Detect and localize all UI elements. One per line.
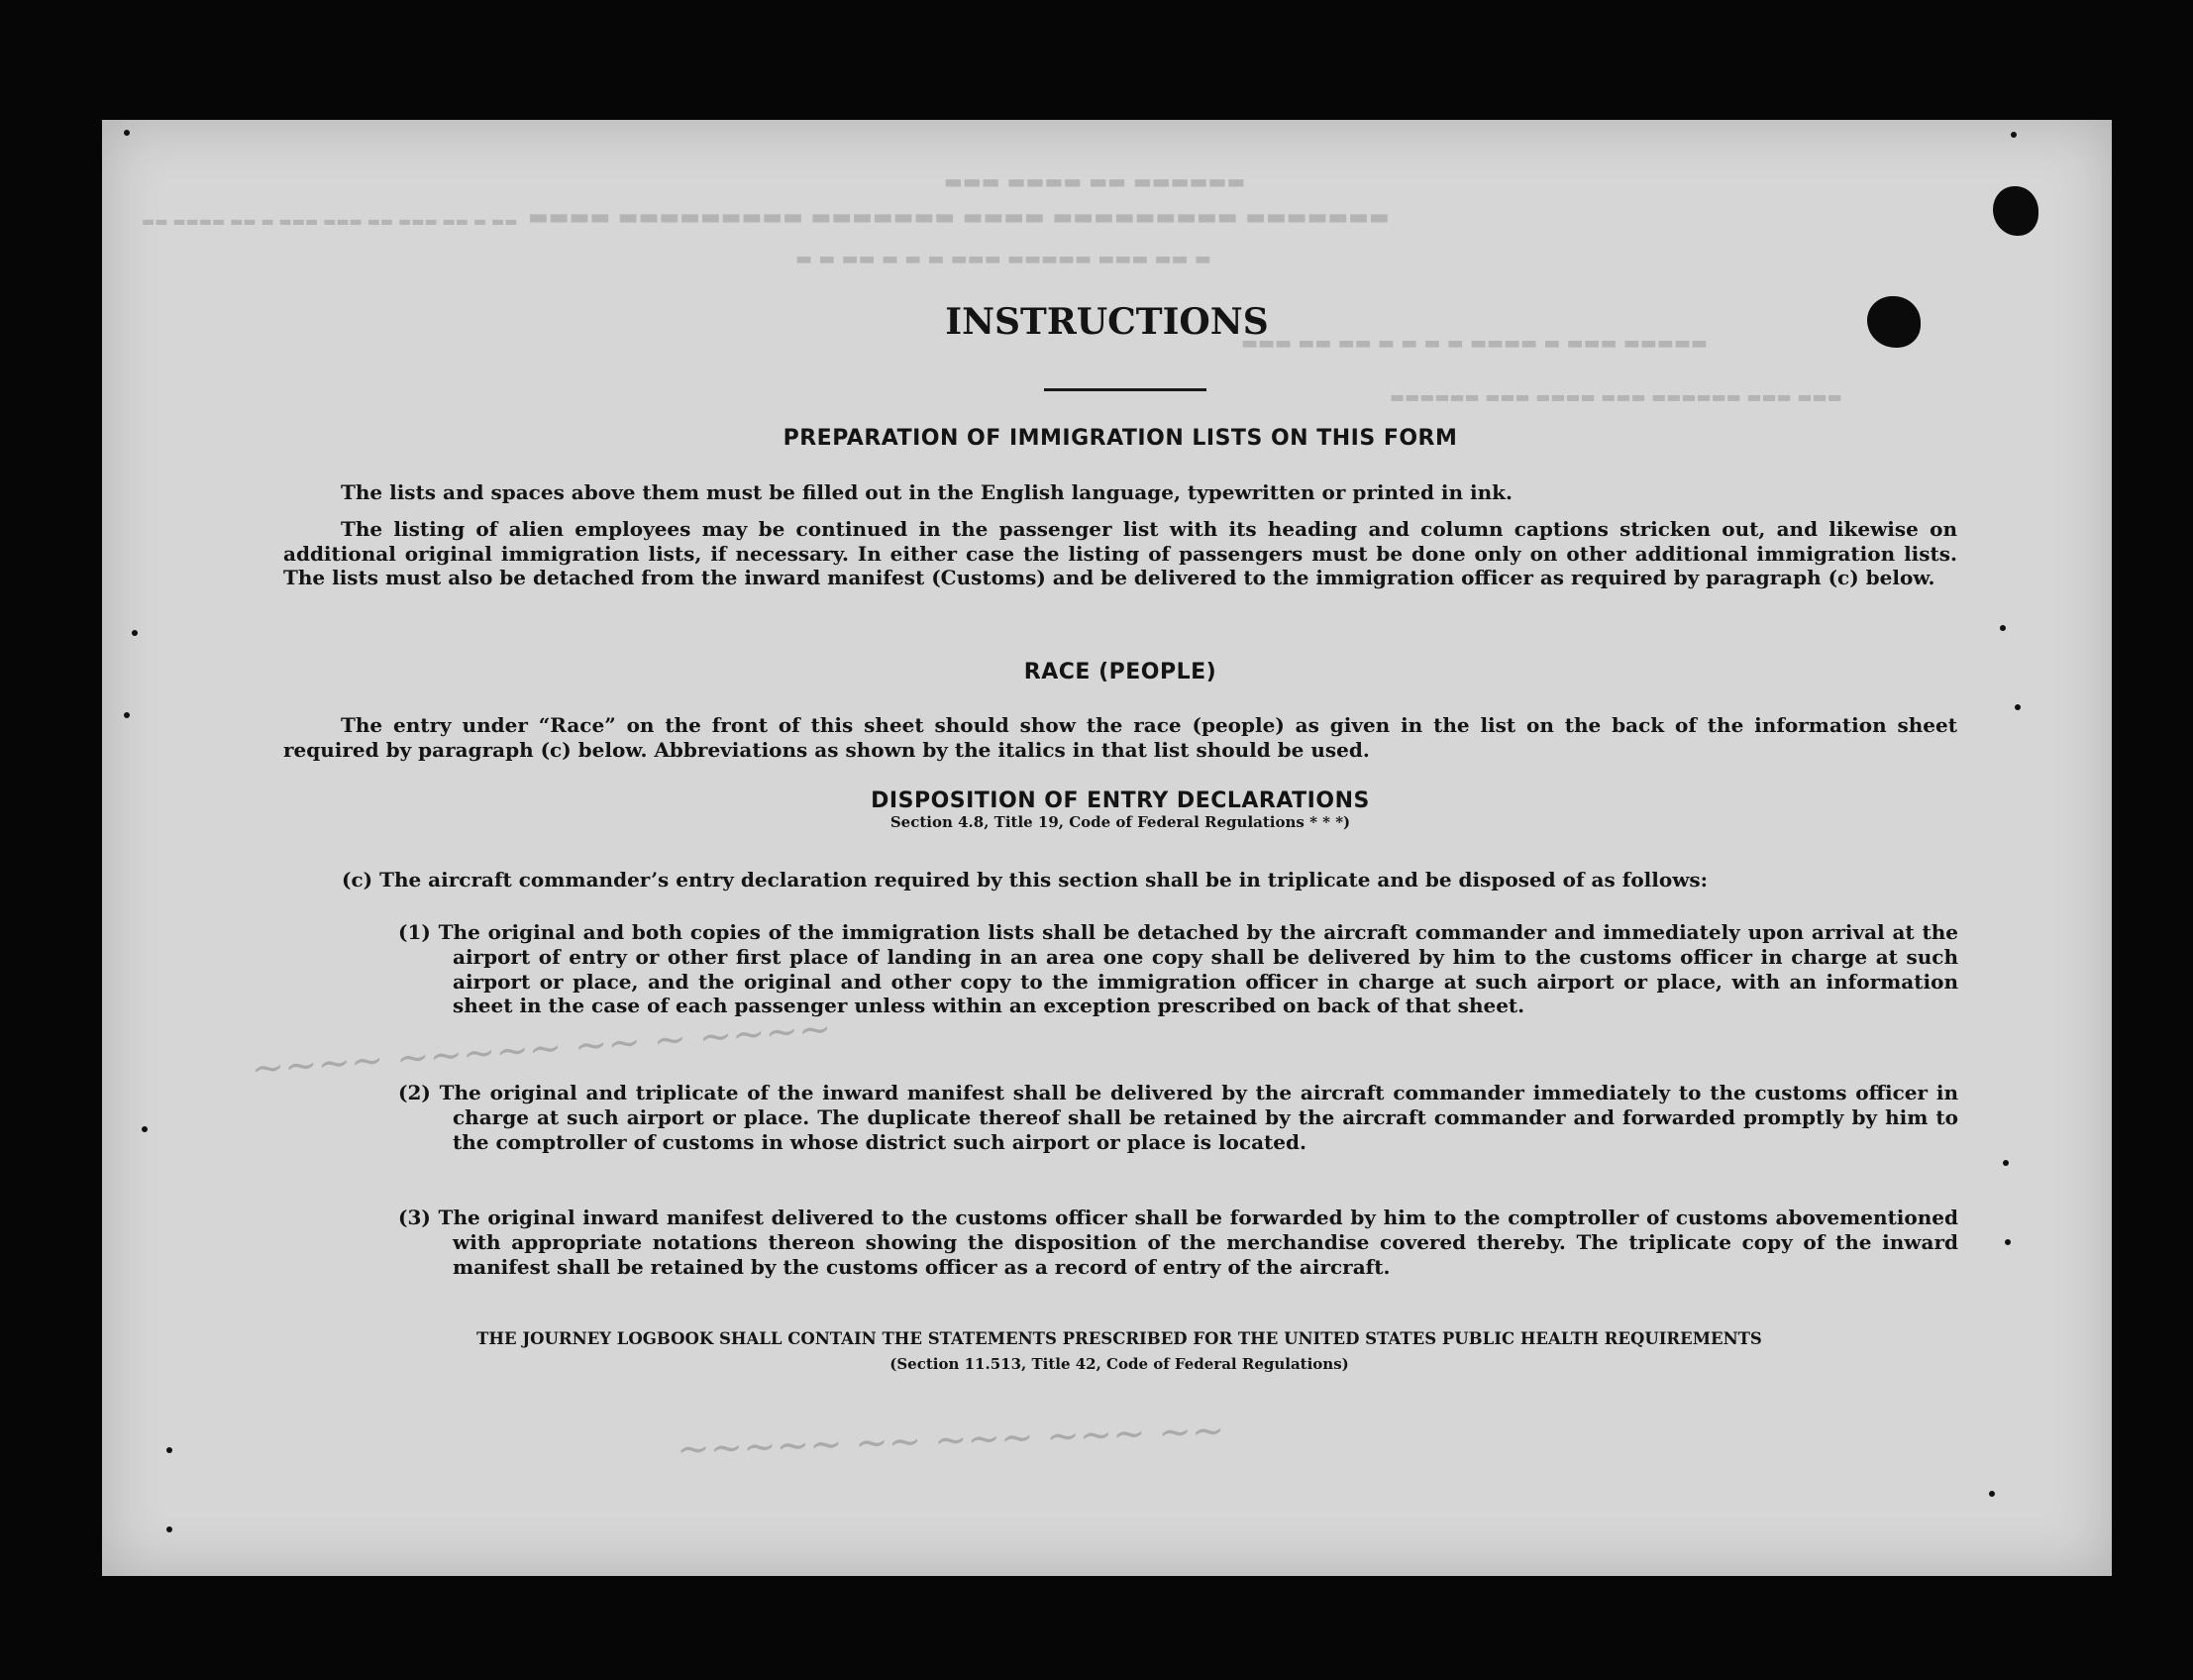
speck (2000, 625, 2006, 631)
speck (166, 1447, 172, 1453)
preparation-paragraph-2: The listing of alien employees may be continued in the passenger list with its heading and column captions stricken out, and likewise on additional original immigration lists, if necessary. In either case the listing of passengers must be done only on other additional immigration lists. The lists must also be detached from the inward manifest (Customs) and be delivered to the immigration officer as required by paragraph (c) below. (283, 517, 1957, 589)
speck (124, 712, 130, 718)
disposition-heading: DISPOSITION OF ENTRY DECLARATIONS (871, 788, 1370, 813)
handwriting-faint: ~~~~~ ~~ ~~~ ~~~ ~~ (676, 1408, 1226, 1473)
speck (166, 1526, 172, 1532)
speck (2005, 1239, 2011, 1245)
speck (1989, 1491, 1995, 1497)
disposition-item-1: (1) The original and both copies of the immigration lists shall be detached by the aircraft commander and immediately upon arrival at the airport of entry or other first place of landing in an area one copy shall be delivered by him to the customs officer in charge at such airport or place, and the original and other copy to the immigration officer in charge at such airport or place, with an information sheet in the case of each passenger unless within an exception prescribed on back of that sheet. (398, 920, 1958, 1018)
speck (2011, 132, 2017, 138)
bleed-through: ▬ ▬ ▬▬ ▬ ▬ ▬ ▬▬▬ ▬▬▬▬▬ ▬▬▬ ▬▬ ▬ (795, 249, 1211, 269)
bleed-through: ▬▬ ▬▬▬▬ ▬▬ ▬ ▬▬▬ ▬▬▬ ▬▬ ▬▬▬ ▬▬ ▬ ▬▬ (142, 214, 518, 230)
speck (124, 130, 130, 136)
speck (142, 1126, 148, 1132)
preparation-paragraph-1: The lists and spaces above them must be filled out in the English language, typewritten or printed in ink. (341, 480, 1513, 504)
preparation-heading: PREPARATION OF IMMIGRATION LISTS ON THIS FORM (783, 426, 1458, 451)
bleed-through: ▬▬▬ ▬▬▬▬ ▬▬ ▬▬▬▬▬▬ (944, 169, 1246, 193)
disposition-item-3: (3) The original inward manifest delivered to the customs officer shall be forwarded by him to the comptroller of customs abovementioned with appropriate notations thereon showing the disposition of the merchandise covered thereby. The triplicate copy of the inward manifest shall be retained by the customs officer as a record of entry of the aircraft. (398, 1206, 1958, 1279)
punch-hole (1993, 186, 2038, 236)
disposition-intro: (c) The aircraft commander’s entry declaration required by this section shall be in triplicate and be disposed of as follows: (342, 868, 1709, 892)
footer-regulation: (Section 11.513, Title 42, Code of Federal Regulations) (889, 1355, 1349, 1373)
race-heading: RACE (PEOPLE) (1023, 660, 1217, 684)
speck (2003, 1160, 2009, 1166)
race-paragraph: The entry under “Race” on the front of this sheet should show the race (people) as given in the list on the back of the information sheet required by paragraph (c) below. Abbreviations as shown by the italics in that list should be used. (283, 713, 1957, 762)
speck (132, 630, 138, 636)
handwriting-faint: ~~~~ ~~~~~ ~~ ~ ~~~~ (250, 1005, 833, 1093)
bleed-through: ▬▬▬ ▬▬ ▬▬ ▬ ▬ ▬ ▬ ▬▬▬▬ ▬ ▬▬▬ ▬▬▬▬▬ (1241, 333, 1708, 354)
footer-requirements: THE JOURNEY LOGBOOK SHALL CONTAIN THE STATEMENTS PRESCRIBED FOR THE UNITED STATES PUBLIC HEALTH REQUIREMENTS (476, 1329, 1762, 1348)
bleed-through: ▬▬▬▬▬▬ ▬▬▬ ▬▬▬▬ ▬▬▬ ▬▬▬▬▬▬ ▬▬▬ ▬▬▬ (1390, 387, 1842, 406)
disposition-subheading: Section 4.8, Title 19, Code of Federal Regulations * * *) (889, 813, 1351, 831)
title-underline (1044, 388, 1206, 391)
disposition-item-2: (2) The original and triplicate of the inward manifest shall be delivered by the aircraft commander immediately to the customs officer in charge at such airport or place. The duplicate thereof shall be retained by the aircraft commander and forwarded promptly by him to the comptroller of customs in whose district such airport or place is located. (398, 1081, 1958, 1154)
document-title: INSTRUCTIONS (945, 301, 1269, 343)
bleed-through: ▬▬▬▬ ▬▬▬▬▬▬▬▬▬ ▬▬▬▬▬▬▬ ▬▬▬▬ ▬▬▬▬▬▬▬▬▬ ▬▬▬▬▬▬▬ (528, 204, 1390, 230)
speck (2015, 704, 2021, 710)
